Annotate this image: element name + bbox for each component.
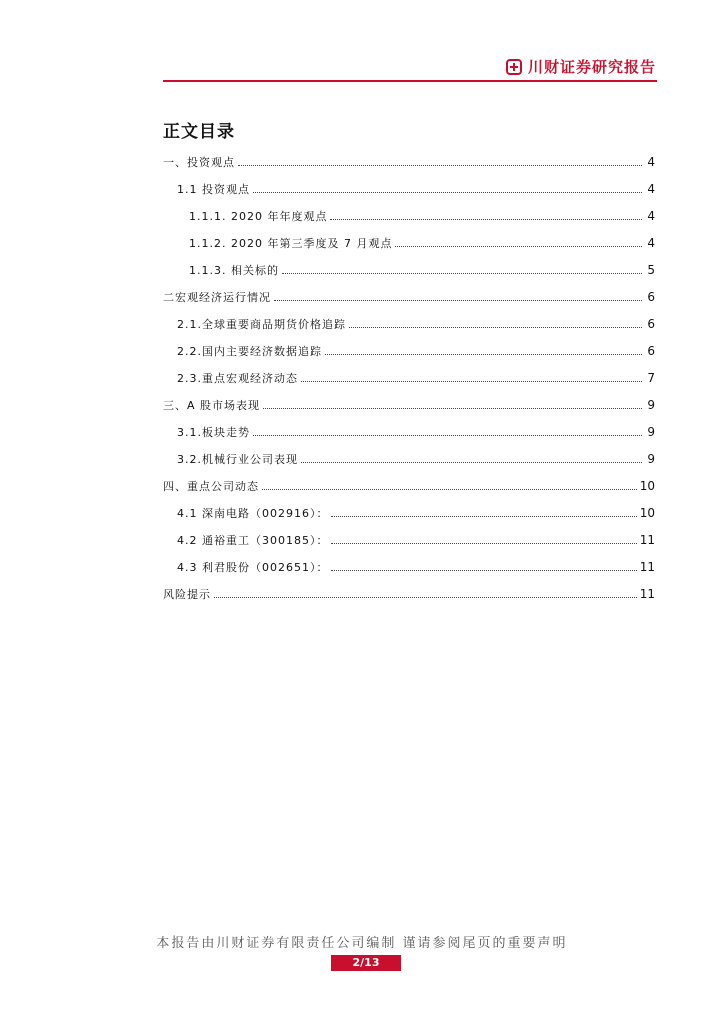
report-header xyxy=(506,56,656,77)
toc-entry[interactable] xyxy=(163,256,655,283)
toc-leader-dots xyxy=(330,219,642,220)
toc-entry[interactable] xyxy=(163,418,655,445)
toc-entry[interactable] xyxy=(163,580,655,607)
toc-entry-text: 4.3 利君股份（002651）： xyxy=(177,560,329,574)
toc-leader-dots xyxy=(253,192,642,193)
toc-entry-text: 2.3.重点宏观经济动态 xyxy=(177,371,298,385)
toc-entry-text: 三、A 股市场表现 xyxy=(163,398,261,412)
toc-entry-text: 风险提示 xyxy=(163,587,211,601)
toc-entry[interactable] xyxy=(163,499,655,526)
toc-entry-text: 1.1 投资观点 xyxy=(177,182,250,196)
toc-entry-page: 6 xyxy=(647,289,655,304)
toc-entry[interactable] xyxy=(163,337,655,364)
brand-logo-icon xyxy=(506,59,522,75)
toc-entry-page: 10 xyxy=(639,478,655,493)
toc-leader-dots xyxy=(262,489,637,490)
toc-entry-page: 4 xyxy=(647,235,655,250)
toc-entry-text: 4.1 深南电路（002916）： xyxy=(177,506,329,520)
toc-entry[interactable] xyxy=(163,391,655,418)
toc-entry[interactable] xyxy=(163,175,655,202)
brand-name: 川财证券研究报告 xyxy=(527,58,656,76)
toc-entry[interactable] xyxy=(163,283,655,310)
toc-entry-text: 二宏观经济运行情况 xyxy=(163,290,271,304)
toc-entry-page: 9 xyxy=(647,451,655,466)
toc-entry[interactable] xyxy=(163,445,655,472)
toc-entry[interactable] xyxy=(163,472,655,499)
toc-entry-text: 四、重点公司动态 xyxy=(163,479,259,493)
toc-entry[interactable] xyxy=(163,364,655,391)
toc-entry-text: 2.2.国内主要经济数据追踪 xyxy=(177,344,322,358)
toc-leader-dots xyxy=(238,165,642,166)
toc-entry-page: 9 xyxy=(647,424,655,439)
toc-entry-text: 2.1.全球重要商品期货价格追踪 xyxy=(177,317,346,331)
toc-leader-dots xyxy=(274,300,642,301)
toc-entry[interactable] xyxy=(163,148,655,175)
toc-entry-page: 7 xyxy=(647,370,655,385)
toc-entry-page: 9 xyxy=(647,397,655,412)
toc-entry-page: 6 xyxy=(647,343,655,358)
toc-leader-dots xyxy=(331,570,636,571)
toc-leader-dots xyxy=(325,354,642,355)
toc-entry-page: 11 xyxy=(639,532,655,547)
header-divider xyxy=(163,80,657,82)
toc-leader-dots xyxy=(349,327,642,328)
toc-title: 正文目录 xyxy=(163,122,235,142)
toc-leader-dots xyxy=(395,246,642,247)
toc-entry-page: 11 xyxy=(639,559,655,574)
toc-entry-text: 一、投资观点 xyxy=(163,155,235,169)
toc-entry[interactable] xyxy=(163,553,655,580)
toc-leader-dots xyxy=(263,408,642,409)
footer-disclaimer: 本报告由川财证券有限责任公司编制 谨请参阅尾页的重要声明 xyxy=(156,936,568,951)
toc-entry-page: 4 xyxy=(647,181,655,196)
toc-entry-text: 3.2.机械行业公司表现 xyxy=(177,452,298,466)
toc-entry-text: 1.1.2. 2020 年第三季度及 7 月观点 xyxy=(189,236,393,250)
toc-entry-page: 10 xyxy=(639,505,655,520)
toc-entry-page: 11 xyxy=(639,586,655,601)
toc-entry-page: 4 xyxy=(647,208,655,223)
toc-leader-dots xyxy=(301,462,642,463)
table-of-contents xyxy=(163,148,655,607)
toc-leader-dots xyxy=(331,543,636,544)
toc-entry-text: 3.1.板块走势 xyxy=(177,425,250,439)
toc-entry-text: 1.1.1. 2020 年年度观点 xyxy=(189,209,328,223)
toc-entry-page: 5 xyxy=(647,262,655,277)
toc-leader-dots xyxy=(214,597,637,598)
toc-leader-dots xyxy=(282,273,642,274)
page-number-badge: 2/13 xyxy=(331,955,401,971)
toc-entry-page: 6 xyxy=(647,316,655,331)
toc-leader-dots xyxy=(253,435,642,436)
toc-entry-page: 4 xyxy=(647,154,655,169)
toc-entry[interactable] xyxy=(163,310,655,337)
toc-leader-dots xyxy=(301,381,642,382)
toc-entry[interactable] xyxy=(163,202,655,229)
toc-entry-text: 4.2 通裕重工（300185）： xyxy=(177,533,329,547)
toc-entry[interactable] xyxy=(163,229,655,256)
toc-leader-dots xyxy=(331,516,636,517)
toc-entry[interactable] xyxy=(163,526,655,553)
toc-entry-text: 1.1.3. 相关标的 xyxy=(189,263,279,277)
